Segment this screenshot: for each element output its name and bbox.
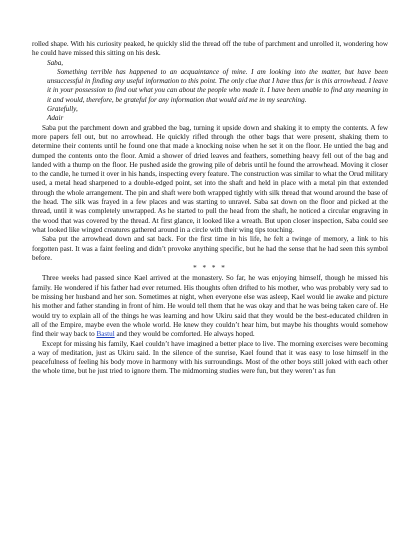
bastul-link[interactable]: Bastul: [96, 330, 115, 339]
document-page: [32, 40, 388, 377]
letter-closing: Gratefully,: [47, 105, 78, 114]
paragraph-text: Three weeks had passed since Kael arrived at the monastery. So far, he was enjoying himself, though he missed his family. He wondered if his father had ever returned. His thoughts often drifted to his mother, who was probably very sad to be missing her husband and her son. Sometimes at night, when everyone else was asleep, Kael would lie awake and picture his mother and father standing in front of him. He would tell them that he was okay and that he was being taken care of. He would try to explain all of the things he was learning and how Ukiru said that they would be the best-educated children in all of the Empire, maybe even the whole world. He knew they couldn’t hear him, but maybe his thoughts would somehow find their way back to: [32, 274, 388, 339]
paragraph: Except for missing his family, Kael couldn’t have imagined a better place to live. The morning exercises were becoming a way of meditation, just as Ukiru said. In the silence of the sunrise, Kael found that it was easy to lose himself in the peacefulness of feeling his body move in harmony with his surroundings. Most of the other boys still joked with each other the whole time, but he just tried to ignore them. The midmorning studies were fun, but they weren’t as fun: [32, 339, 388, 376]
letter-body: Something terrible has happened to an acquaintance of mine. I am looking into the matter, but have been unsuccessful in finding any useful information to this point. The only clue that I have thus far is this arrowhead. I leave it in your possession to find out what you can about the people who made it. I have been unable to find any meaning in it and would, therefore, be grateful for any information that would aid me in my searching.: [47, 67, 388, 104]
section-separator: * * * *: [193, 264, 227, 273]
paragraph: Saba put the parchment down and grabbed the bag, turning it upside down and shaking it to empty the contents. A few more papers fell out, but no arrowhead. He quickly rifled through the other bags that were present, shaking them to determine their contents until he found one that made a knocking noise when he set it on the floor. He untied the bag and dumped the contents onto the floor. Amid a shower of dried leaves and feathers, something heavy fell out of the bag and landed with a thump on the floor. He pushed aside the growing pile of debris until he found the arrowhead. Moving it closer to the candle, he turned it over in his hands, inspecting every feature. The construction was similar to what the Orud military used, a metal head sharpened to a double-edged point, set into the shaft and held in place with a metal pin that extended through the whole arrangement. The pin and shaft were both wrapped tightly with silk thread that wound around the base of the head. The silk was frayed in a few places and was starting to unravel. Saba sat down on the floor and picked at the thread, until it was completely unwrapped. As he started to pull the head from the shaft, he noticed a circular engraving in the wood that was covered by the thread. At first glance, it looked like a wreath. But upon closer inspection, Saba could see what looked like winged creatures gathered around in a circle with their wing tips touching.: [32, 123, 388, 234]
paragraph: [32, 274, 388, 339]
paragraph: rolled shape. With his curiosity peaked, he quickly slid the thread off the tube of parchment and unrolled it, wondering how he could have missed this sitting on his desk.: [32, 40, 388, 58]
paragraph-text: and they would be comforted. He always hoped.: [114, 330, 255, 339]
letter-greeting: Saba,: [47, 58, 64, 67]
letter-signature: Adair: [47, 114, 64, 123]
letter-block: [47, 59, 388, 124]
paragraph: Saba put the arrowhead down and sat back. For the first time in his life, he felt a twinge of memory, a link to his forgotten past. It was a faint feeling and didn’t provoke anything specific, but he had the sense that he had seen this symbol before.: [32, 235, 388, 262]
